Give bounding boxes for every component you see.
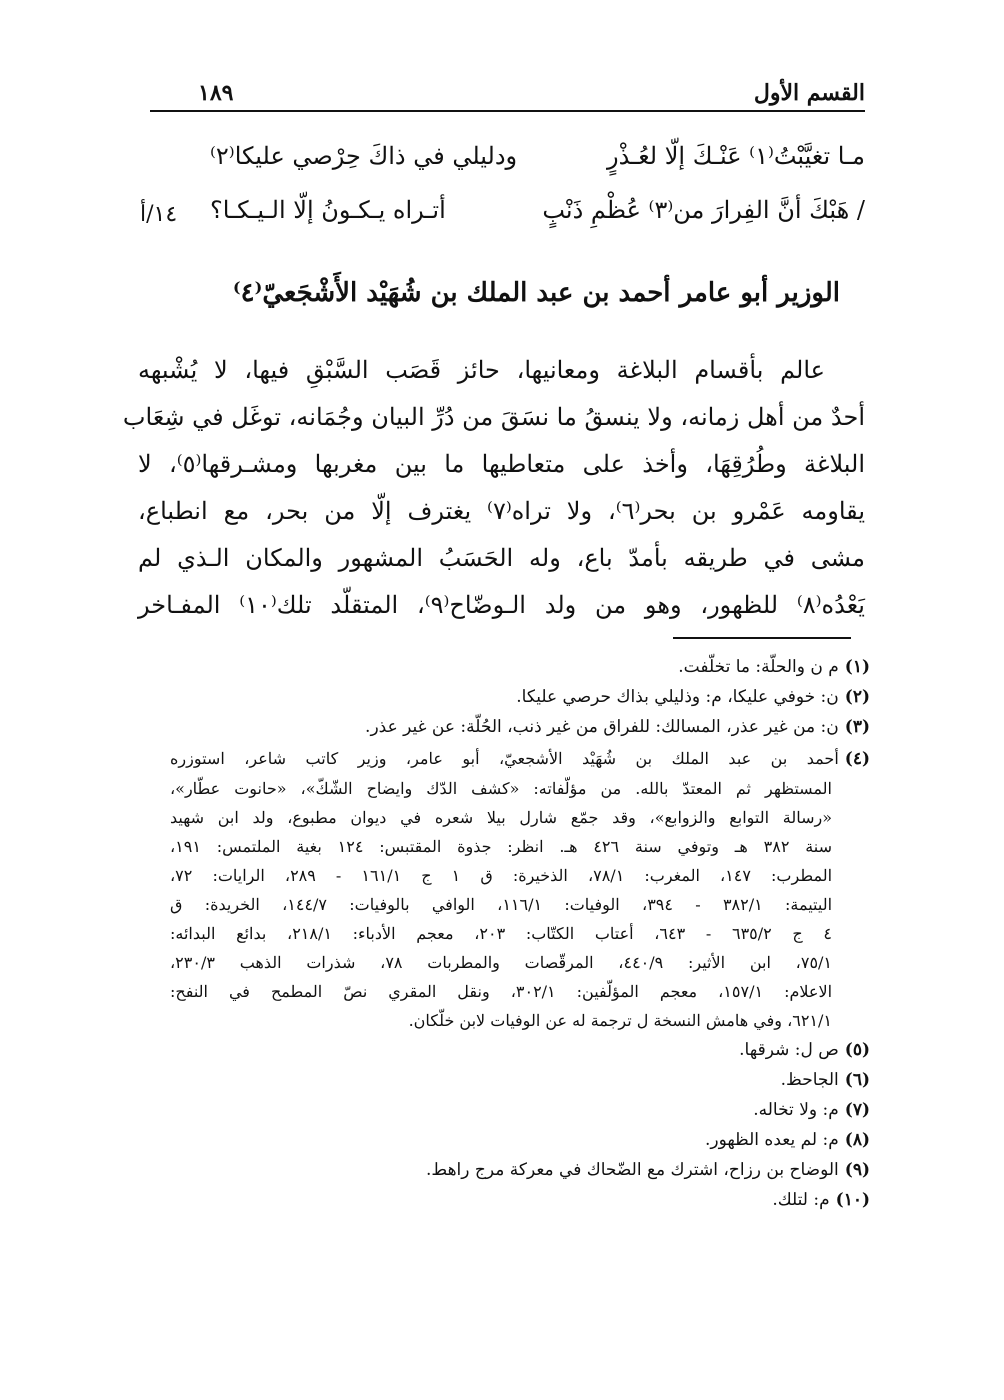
footnote-text: ن: خوفي عليكا، م: وذليلي بذاك حرصي عليكا. [516,687,839,707]
second-hemistich: ودليلي في ذاكَ حِرْصي عليكا⁽٢⁾ [210,142,518,170]
footnote-line: سنة ٣٨٢ هـ وتوفي سنة ٤٢٦ هـ. انظر: جذوة المقتبس: ١٢٤ بغية الملتمس: ١٩١، [170,837,833,856]
footnote-number: (٥) [844,1040,870,1060]
footnote-text: م: لتلك. [772,1190,830,1210]
footnote [170,682,870,712]
footnote [170,1185,870,1215]
footnote [170,1065,870,1095]
footnote [170,712,870,742]
header-rule [150,110,865,112]
second-hemistich: أتـراه يـكـونُ إلّا الـيـكـا؟ [210,196,446,224]
footnote-text: الجاحظ. [780,1070,839,1090]
footnote-line: «رسالة التوابع والزوابع»، وقد جمّع شارل بيلا شعره في ديوان مطبوع، ولد ابن شهيد [170,808,832,827]
footnote-biography [170,744,870,1035]
footnote-number: (٨) [844,1130,870,1150]
body-line: يقاومه عَمْرو بن بحر⁽٦⁾، ولا تراه⁽٧⁾ يغترف إلّا من بحر، مع انطباع، [138,497,866,525]
footnote-line: الاعلام: ١٥٧/١، معجم المؤلّفين: ٣٠٢/١، ونقل المقري نصّ المطمح في النفح: [170,982,833,1001]
biography-heading: الوزير أبو عامر أحمد بن عبد الملك بن شُهَيْد الأَشْجَعيّ⁽٤⁾ [232,278,840,308]
footnote-text: م ن والحلّة: ما تخلّفت. [678,657,839,677]
first-hemistich: مـا تغيَّبْتُ⁽١⁾ عَنْـكَ إلّا لعُـذْرٍ [607,142,865,170]
footnote-number: (٤) [844,749,870,769]
body-line: يَعْدُه⁽٨⁾ للظهور، وهو من ولد الـوضّاح⁽٩⁾، المتقلّد تلك⁽١٠⁾ المفـاخر [138,591,865,619]
footnote-separator [673,637,851,639]
footnote-line: ٧٥/١، ابن الأثير: ٤٤٠/٩، المرقّصات والمطربات ٧٨، شذرات الذهب ٢٣٠/٣، [170,953,833,972]
verse-line [210,142,865,182]
section-title: القسم الأول [753,80,865,106]
page-number: ١٨٩ [198,80,234,106]
footnote-line: المطرب: ١٤٧، المغرب: ٧٨/١، الذخيرة: ق ١ ج ١٦١/١ - ٢٨٩، الرايات: ٧٢، [170,866,833,885]
footnote [170,1125,870,1155]
footnote [170,1035,870,1065]
footnotes [170,652,870,1215]
footnote-number: (١) [844,657,870,677]
footnote-number: (٦) [844,1070,870,1090]
footnote-number: (١٠) [835,1190,870,1210]
footnote-text: أحمد بن عبد الملك بن شُهَيْد الأشجعيّ، أبو عامر، وزير كاتب شاعر، استوزره [170,749,839,768]
body-line: مشى في طريقه بأمدّ باع، وله الحَسَبُ المشهور والمكان الـذي لم [138,544,865,572]
footnote-text: ن: من غير عذر، المسالك: للفراق من غير ذنب، الحُلّة: عن غير عذر. [365,717,839,737]
footnote-line [170,744,870,774]
footnote-number: (٧) [844,1100,870,1120]
footnote-line: ٤ ج ٦٣٥/٢ - ٦٤٣، أعتاب الكتّاب: ٢٠٣، معجم الأدباء: ٢١٨/١، بدائع البدائه: [170,924,833,943]
running-header [150,80,865,112]
footnote-number: (٢) [844,687,870,707]
footnote-line: اليتيمة: ٣٨٢/١ - ٣٩٤، الوفيات: ١١٦/١، الوافي بالوفيات: ١٤٤/٧، الخريدة: ق [170,895,833,914]
body-line: عالم بأقسام البلاغة ومعانيها، حائز قَصَب السَّبْقِ فيها، لا يُشْبهه [138,356,825,384]
body-line: أحدٌ من أهل زمانه، ولا ينسقُ ما نسَقَ من دُرِّ البيان وجُمَانه، توغَل في شِعَاب [122,403,865,431]
footnote [170,1155,870,1185]
first-hemistich: / هَبْكَ أنَّ الفِرارَ من⁽٣⁾ عُظْمِ ذَنْبٍ [542,196,865,224]
footnote-line: المستظهر ثم المعتدّ بالله. من مؤلّفاته: «كشف الدّك وايضاح الشّكّ»، «حانوت عطّار»، [170,779,832,798]
footnote-text: الوضاح بن رزاح، اشترك مع الضّحاك في معركة مرج راهط. [426,1160,839,1180]
footnote-line: ٦٢١/١، وفي هامش النسخة ل ترجمة له عن الوفيات لابن خلّكان. [408,1011,832,1030]
manuscript-folio-note: ١٤/أ [140,202,178,227]
verse-line [210,196,865,236]
footnote-text: م: لم يعده الظهور. [704,1130,839,1150]
footnote-number: (٩) [844,1160,870,1180]
footnote [170,1095,870,1125]
body-line: البلاغة وطُرُقِهَا، وأخذ على متعاطيها ما بين مغربها ومشـرقها⁽٥⁾، لا [138,450,865,478]
footnote [170,652,870,682]
body-text [122,347,866,629]
footnote-text: م: ولا تخاله. [753,1100,839,1120]
footnote-text: ص ل: شرقها. [739,1040,839,1060]
footnote-number: (٣) [844,717,870,737]
